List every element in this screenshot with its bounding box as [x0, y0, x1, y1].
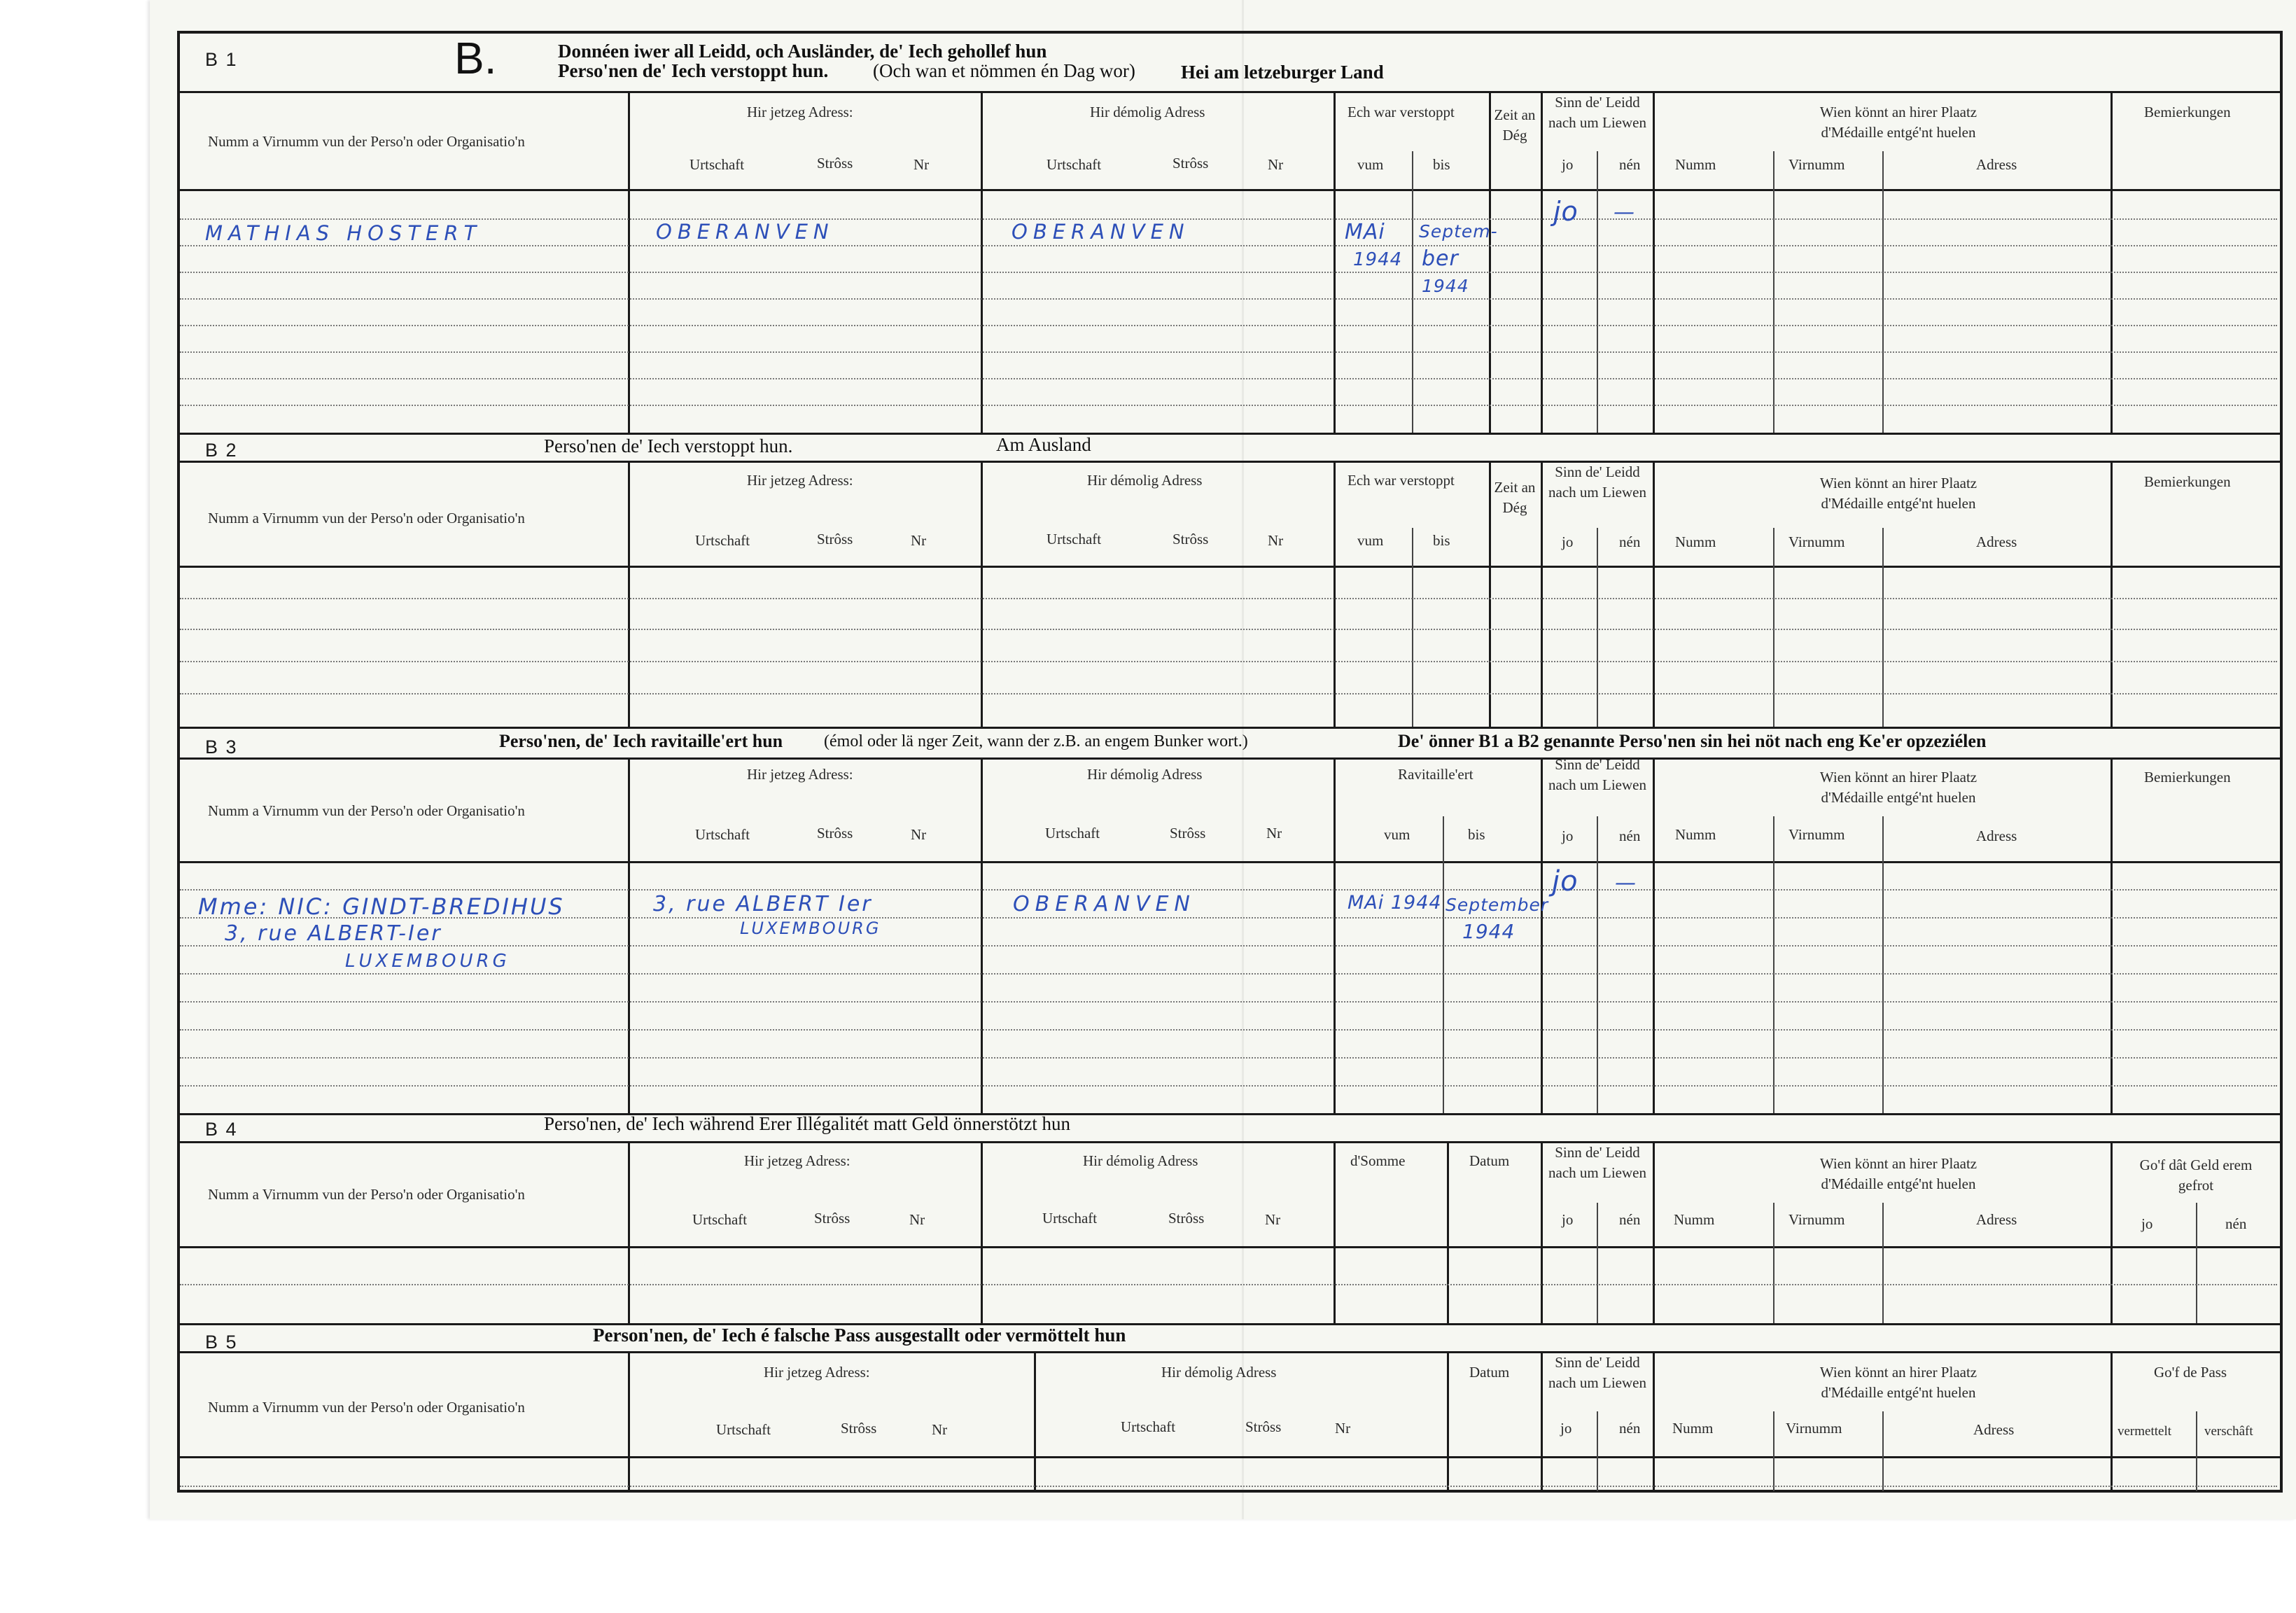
b1-entry-alive-yes: jo — [1553, 196, 1578, 227]
b5-header-vermettelt: vermettelt — [2118, 1424, 2172, 1439]
b3-header-jo: jo — [1562, 828, 1574, 844]
b4-header-nr: Nr — [909, 1211, 925, 1228]
b4-header-stross2: Strôss — [1168, 1210, 1205, 1227]
b1-header-vum: vum — [1357, 156, 1384, 173]
form-b — [177, 31, 2283, 1493]
b1-entry-current-place: OBERANVEN — [656, 220, 834, 244]
b4-header-stross: Strôss — [814, 1210, 850, 1227]
b3-title-a: Perso'nen, de' Iech ravitaille'ert hun — [499, 731, 783, 751]
b1-header-numm: Numm — [1675, 156, 1716, 173]
b3-header-medal: Wien könnt an hirer Plaatz d'Médaille entgé'nt huelen — [1819, 769, 1977, 806]
b3-header-nr: Nr — [911, 826, 927, 843]
section-code-b3: B 3 — [205, 736, 238, 757]
b3-entry-name-2: 3, rue ALBERT-Ier — [225, 921, 442, 946]
b3-header-bis: bis — [1468, 826, 1485, 843]
b5-header-name: Numm a Virnumm vun der Perso'n oder Organisatio'n — [208, 1399, 525, 1416]
b2-header-current-address: Hir jetzeg Adress: — [747, 472, 853, 489]
b2-header-nr2: Nr — [1268, 532, 1284, 549]
b3-header-vum: vum — [1384, 826, 1410, 843]
b1-header-medal: Wien könnt an hirer Plaatz d'Médaille entgé'nt huelen — [1819, 104, 1977, 141]
section-code-b4: B 4 — [205, 1119, 238, 1140]
b1-title-line2a: Perso'nen de' Iech verstoppt hun. — [558, 60, 829, 81]
b2-header-bis: bis — [1433, 532, 1450, 549]
section-b4 — [180, 1113, 2280, 1323]
b1-header-name: Numm a Virnumm vun der Perso'n oder Organisatio'n — [208, 133, 525, 150]
b2-header-numm: Numm — [1675, 533, 1716, 550]
b3-header-adress: Adress — [1976, 828, 2017, 844]
b2-header-alive: Sinn de' Leidd nach um Liewen — [1548, 463, 1646, 501]
b2-title-right: Am Ausland — [996, 434, 1091, 455]
b1-entry-from-2: 1944 — [1353, 249, 1403, 270]
b1-title-line1: Donnéen iwer all Leidd, och Ausländer, de' Iech gehollef hun — [558, 41, 1047, 62]
section-b3 — [180, 727, 2280, 1113]
b2-header-time: Zeit an Dég — [1494, 479, 1536, 516]
b4-header-numm: Numm — [1674, 1211, 1715, 1228]
b2-header-adress: Adress — [1976, 533, 2017, 550]
b2-header-hidden: Ech war verstoppt — [1348, 472, 1455, 489]
b1-entry-former-place: OBERANVEN — [1011, 220, 1190, 244]
b2-title: Perso'nen de' Iech verstoppt hun. — [544, 435, 793, 456]
b5-header-virnumm: Virnumm — [1786, 1420, 1842, 1437]
b3-entry-former-place: OBERANVEN — [1013, 892, 1196, 916]
b1-header-stross2: Strôss — [1172, 155, 1209, 172]
b1-header-remarks: Bemierkungen — [2144, 104, 2231, 120]
b3-entry-current-2: LUXEMBOURG — [740, 919, 881, 938]
b5-header-numm: Numm — [1672, 1420, 1714, 1437]
b3-entry-to-1: September — [1446, 895, 1549, 915]
b4-header-jo: jo — [1562, 1211, 1574, 1228]
b4-header-urtschaft2: Urtschaft — [1042, 1210, 1098, 1227]
b5-header-medal: Wien könnt an hirer Plaatz d'Médaille entgé'nt huelen — [1819, 1364, 1977, 1401]
b3-title-c: De' önner B1 a B2 genannte Perso'nen sin hei nöt nach eng Ke'er opzeziélen — [1398, 731, 1987, 751]
b3-header-nen: nén — [1619, 828, 1641, 844]
section-code-b2: B 2 — [205, 440, 238, 461]
section-b1 — [180, 34, 2280, 433]
b5-header-adress: Adress — [1973, 1421, 2015, 1438]
b1-entry-to-1: Septem- — [1419, 221, 1498, 242]
b1-header-urtschaft: Urtschaft — [690, 156, 745, 173]
b5-title: Person'nen, de' Iech é falsche Pass ausgestallt oder vermöttelt hun — [593, 1325, 1126, 1346]
b4-header-urtschaft: Urtschaft — [692, 1211, 748, 1228]
b4-header-nen: nén — [1619, 1211, 1641, 1228]
b1-header-hidden: Ech war verstoppt — [1348, 104, 1455, 120]
b1-header-urtschaft2: Urtschaft — [1046, 156, 1102, 173]
b1-title-line2c: Hei am letzeburger Land — [1181, 62, 1384, 83]
b2-header-former-address: Hir démolig Adress — [1087, 472, 1203, 489]
b3-header-urtschaft2: Urtschaft — [1045, 825, 1100, 842]
b1-header-nen: nén — [1619, 156, 1641, 173]
b3-header-name: Numm a Virnumm vun der Perso'n oder Organisatio'n — [208, 802, 525, 819]
b4-header-date: Datum — [1469, 1152, 1510, 1169]
b3-header-alive: Sinn de' Leidd nach um Liewen — [1548, 756, 1646, 793]
b5-header-urtschaft: Urtschaft — [716, 1421, 771, 1438]
b5-header-jo: jo — [1560, 1420, 1572, 1437]
b3-entry-current-1: 3, rue ALBERT Ier — [653, 892, 873, 916]
b2-header-nen: nén — [1619, 533, 1641, 550]
b1-header-time: Zeit an Dég — [1494, 106, 1536, 144]
b3-header-former-address: Hir démolig Adress — [1087, 766, 1203, 783]
b5-header-stross2: Strôss — [1245, 1418, 1282, 1435]
b4-header-current-address: Hir jetzeg Adress: — [744, 1152, 850, 1169]
b3-header-nr2: Nr — [1266, 825, 1282, 842]
b5-header-former-address: Hir démolig Adress — [1161, 1364, 1277, 1381]
b3-header-numm: Numm — [1675, 826, 1716, 843]
b4-header-alive: Sinn de' Leidd nach um Liewen — [1548, 1144, 1646, 1181]
b2-header-remarks: Bemierkungen — [2144, 473, 2231, 490]
b3-entry-alive-no: — — [1615, 871, 1637, 895]
b3-header-current-address: Hir jetzeg Adress: — [747, 766, 853, 783]
b3-header-urtschaft: Urtschaft — [695, 826, 750, 843]
b1-header-stross: Strôss — [817, 155, 853, 172]
b1-entry-alive-no: — — [1614, 200, 1635, 225]
b5-header-urtschaft2: Urtschaft — [1121, 1418, 1176, 1435]
b1-header-adress: Adress — [1976, 156, 2017, 173]
b4-title: Perso'nen, de' Iech während Erer Illégalitét matt Geld önnerstötzt hun — [544, 1113, 1070, 1134]
b4-header-jo2: jo — [2141, 1215, 2153, 1232]
section-b2 — [180, 433, 2280, 727]
section-b5 — [180, 1323, 2280, 1493]
b1-entry-to-3: 1944 — [1422, 276, 1469, 296]
b1-entry-from-1: MAi — [1345, 220, 1385, 244]
b5-header-date: Datum — [1469, 1364, 1510, 1381]
b1-header-alive: Sinn de' Leidd nach um Liewen — [1548, 94, 1646, 131]
b4-header-medal: Wien könnt an hirer Plaatz d'Médaille entgé'nt huelen — [1819, 1155, 1977, 1192]
b3-title-b: (émol oder lä nger Zeit, wann der z.B. an engem Bunker wort.) — [824, 732, 1248, 750]
b1-header-nr: Nr — [913, 156, 930, 173]
b4-header-sum: d'Somme — [1350, 1152, 1406, 1169]
b3-entry-name-1: Mme: NIC: GINDT-BREDIHUS — [198, 893, 565, 920]
b5-header-pass: Go'f de Pass — [2154, 1364, 2227, 1381]
b3-entry-alive-yes: jo — [1552, 865, 1578, 898]
b4-header-money-asked: Go'f dât Geld erem gefrot — [2139, 1157, 2253, 1194]
b1-title-line2b: (Och wan et nömmen én Dag wor) — [873, 60, 1135, 81]
b2-header-stross2: Strôss — [1172, 531, 1209, 547]
b1-header-current-address: Hir jetzeg Adress: — [747, 104, 853, 120]
b4-header-former-address: Hir démolig Adress — [1083, 1152, 1198, 1169]
b2-header-vum: vum — [1357, 532, 1384, 549]
b5-header-stross: Strôss — [841, 1420, 877, 1437]
b3-header-remarks: Bemierkungen — [2144, 769, 2231, 785]
b3-header-stross2: Strôss — [1170, 825, 1206, 842]
b4-header-virnumm: Virnumm — [1788, 1211, 1845, 1228]
b3-entry-to-2: 1944 — [1462, 920, 1516, 943]
section-code-b1: B 1 — [205, 49, 238, 70]
b3-entry-name-3: LUXEMBOURG — [345, 951, 510, 972]
b1-header-jo: jo — [1562, 156, 1574, 173]
b1-header-former-address: Hir démolig Adress — [1090, 104, 1205, 120]
b5-header-nr: Nr — [932, 1421, 948, 1438]
b1-entry-name: MATHIAS HOSTERT — [205, 221, 482, 245]
b5-header-verschaft: verschâft — [2204, 1424, 2253, 1439]
b4-header-nen2: nén — [2225, 1215, 2247, 1232]
b2-header-urtschaft: Urtschaft — [695, 532, 750, 549]
b2-header-medal: Wien könnt an hirer Plaatz d'Médaille entgé'nt huelen — [1819, 475, 1977, 512]
b4-header-name: Numm a Virnumm vun der Perso'n oder Organisatio'n — [208, 1186, 525, 1203]
b2-header-stross: Strôss — [817, 531, 853, 547]
b3-header-stross: Strôss — [817, 825, 853, 842]
b2-header-nr: Nr — [911, 532, 927, 549]
b1-entry-to-2: ber — [1422, 246, 1459, 271]
b1-header-bis: bis — [1433, 156, 1450, 173]
b3-header-supplied: Ravitaille'ert — [1398, 766, 1474, 783]
b5-header-nr2: Nr — [1335, 1420, 1351, 1437]
b3-entry-from: MAi 1944 — [1348, 892, 1442, 914]
section-code-b5: B 5 — [205, 1332, 238, 1353]
b2-header-jo: jo — [1562, 533, 1574, 550]
b5-header-alive: Sinn de' Leidd nach um Liewen — [1548, 1354, 1646, 1391]
b5-header-nen: nén — [1619, 1420, 1641, 1437]
b2-header-virnumm: Virnumm — [1788, 533, 1845, 550]
b1-header-nr2: Nr — [1268, 156, 1284, 173]
form-letter: B. — [454, 33, 497, 83]
b4-header-adress: Adress — [1976, 1211, 2017, 1228]
b3-header-virnumm: Virnumm — [1788, 826, 1845, 843]
b2-header-name: Numm a Virnumm vun der Perso'n oder Organisatio'n — [208, 510, 525, 526]
b2-header-urtschaft2: Urtschaft — [1046, 531, 1102, 547]
b5-header-current-address: Hir jetzeg Adress: — [764, 1364, 870, 1381]
b4-header-nr2: Nr — [1265, 1211, 1281, 1228]
b1-header-virnumm: Virnumm — [1788, 156, 1845, 173]
